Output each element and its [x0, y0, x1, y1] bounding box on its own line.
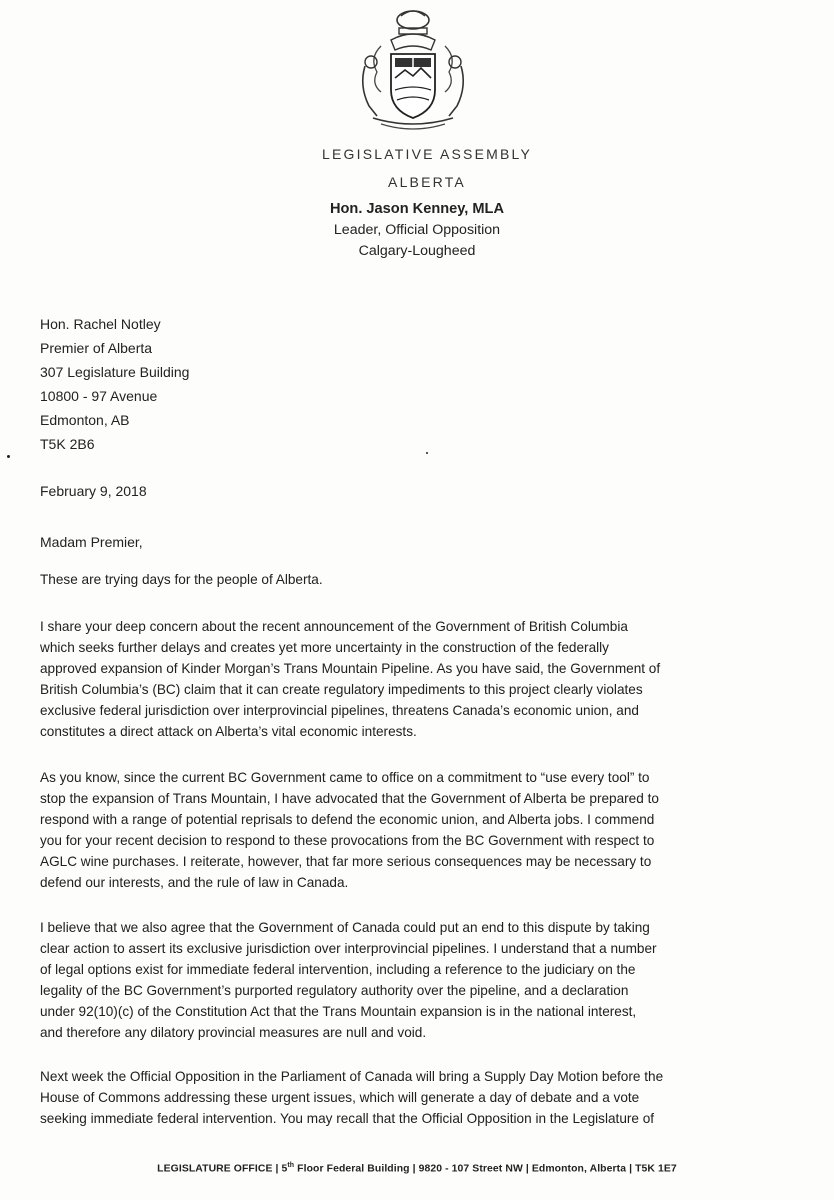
footer-office: LEGISLATURE OFFICE [157, 1163, 273, 1175]
sender-name: Hon. Jason Kenney, MLA [329, 201, 505, 217]
paragraph-line: defend our interests, and the rule of law in Canada. [40, 875, 349, 890]
paragraph-line: I believe that we also agree that the Government of Canada could put an end to this dispute by taking [40, 920, 650, 935]
paragraph-line: I share your deep concern about the recent announcement of the Government of British Columbia [40, 619, 628, 634]
scan-speck [426, 452, 428, 454]
footer-separator: | [272, 1163, 282, 1175]
paragraph-line: British Columbia’s (BC) claim that it can create regulatory impediments to this project clearly violates [40, 682, 643, 697]
recipient-city: Edmonton, AB [40, 412, 130, 428]
paragraph-line: AGLC wine purchases. I reiterate, however, that far more serious consequences may be necessary to [40, 854, 652, 869]
recipient-postal: T5K 2B6 [40, 436, 95, 452]
scan-speck [7, 455, 10, 458]
paragraph-line: constitutes a direct attack on Alberta’s vital economic interests. [40, 724, 417, 739]
province-name: ALBERTA [388, 174, 466, 190]
recipient-building: 307 Legislature Building [40, 364, 190, 380]
footer-separator: | [522, 1163, 532, 1175]
paragraph-line: These are trying days for the people of Alberta. [40, 572, 323, 587]
sender-riding: Calgary-Lougheed [358, 243, 476, 259]
footer-floor-suffix: th [287, 1162, 295, 1169]
letterhead-footer [0, 1162, 834, 1174]
paragraph-1 [40, 569, 810, 590]
paragraph-3 [40, 767, 810, 893]
sender-title: Leader, Official Opposition [333, 222, 501, 238]
recipient-title: Premier of Alberta [40, 340, 153, 356]
alberta-coat-of-arms-icon [351, 6, 475, 134]
paragraph-line: legality of the BC Government’s purported regulatory authority over the pipeline, and a declaration [40, 983, 629, 998]
footer-floor-number: 5 [281, 1163, 288, 1175]
letter-date: February 9, 2018 [40, 483, 147, 499]
paragraph-line: which seeks further delays and creates yet more uncertainty in the construction of the federally [40, 640, 609, 655]
paragraph-line: respond with a range of potential reprisals to defend the economic union, and Alberta jobs. I commend [40, 812, 655, 827]
paragraph-line: approved expansion of Kinder Morgan’s Trans Mountain Pipeline. As you have said, the Government of [40, 661, 661, 676]
paragraph-line: stop the expansion of Trans Mountain, I have advocated that the Government of Alberta be prepared to [40, 791, 659, 806]
footer-separator: | [626, 1163, 636, 1175]
sender-block [0, 199, 834, 262]
paragraph-line: clear action to assert its exclusive jurisdiction over interprovincial pipelines. I understand that a number [40, 941, 657, 956]
footer-postal: T5K 1E7 [635, 1163, 677, 1175]
assembly-name: LEGISLATIVE ASSEMBLY [322, 146, 532, 162]
paragraph-2 [40, 616, 810, 742]
footer-floor: Floor Federal Building [294, 1163, 410, 1175]
paragraph-4 [40, 917, 810, 1043]
footer-separator: | [409, 1163, 419, 1175]
paragraph-line: Next week the Official Opposition in the Parliament of Canada will bring a Supply Day Motion before the [40, 1069, 664, 1084]
paragraph-line: under 92(10)(c) of the Constitution Act that the Trans Mountain expansion is in the national interest, [40, 1004, 637, 1019]
paragraph-line: seeking immediate federal intervention. You may recall that the Official Opposition in the Legislature of [40, 1111, 655, 1126]
footer-city: Edmonton, Alberta [531, 1163, 627, 1175]
paragraph-5 [40, 1066, 810, 1129]
paragraph-line: House of Commons addressing these urgent issues, which will generate a day of debate and a vote [40, 1090, 640, 1105]
paragraph-line: exclusive federal jurisdiction over interprovincial pipelines, threatens Canada’s economic union, and [40, 703, 639, 718]
paragraph-line: As you know, since the current BC Government came to office on a commitment to “use every tool” to [40, 770, 650, 785]
salutation: Madam Premier, [40, 534, 143, 550]
recipient-street: 10800 - 97 Avenue [40, 388, 158, 404]
recipient-address [40, 312, 189, 456]
paragraph-line: and therefore any dilatory provincial measures are null and void. [40, 1025, 427, 1040]
recipient-name: Hon. Rachel Notley [40, 316, 161, 332]
paragraph-line: you for your recent decision to respond to these provocations from the BC Government with respect to [40, 833, 655, 848]
footer-street: 9820 - 107 Street NW [418, 1163, 523, 1175]
paragraph-line: of legal options exist for immediate federal intervention, including a reference to the judiciary on the [40, 962, 636, 977]
